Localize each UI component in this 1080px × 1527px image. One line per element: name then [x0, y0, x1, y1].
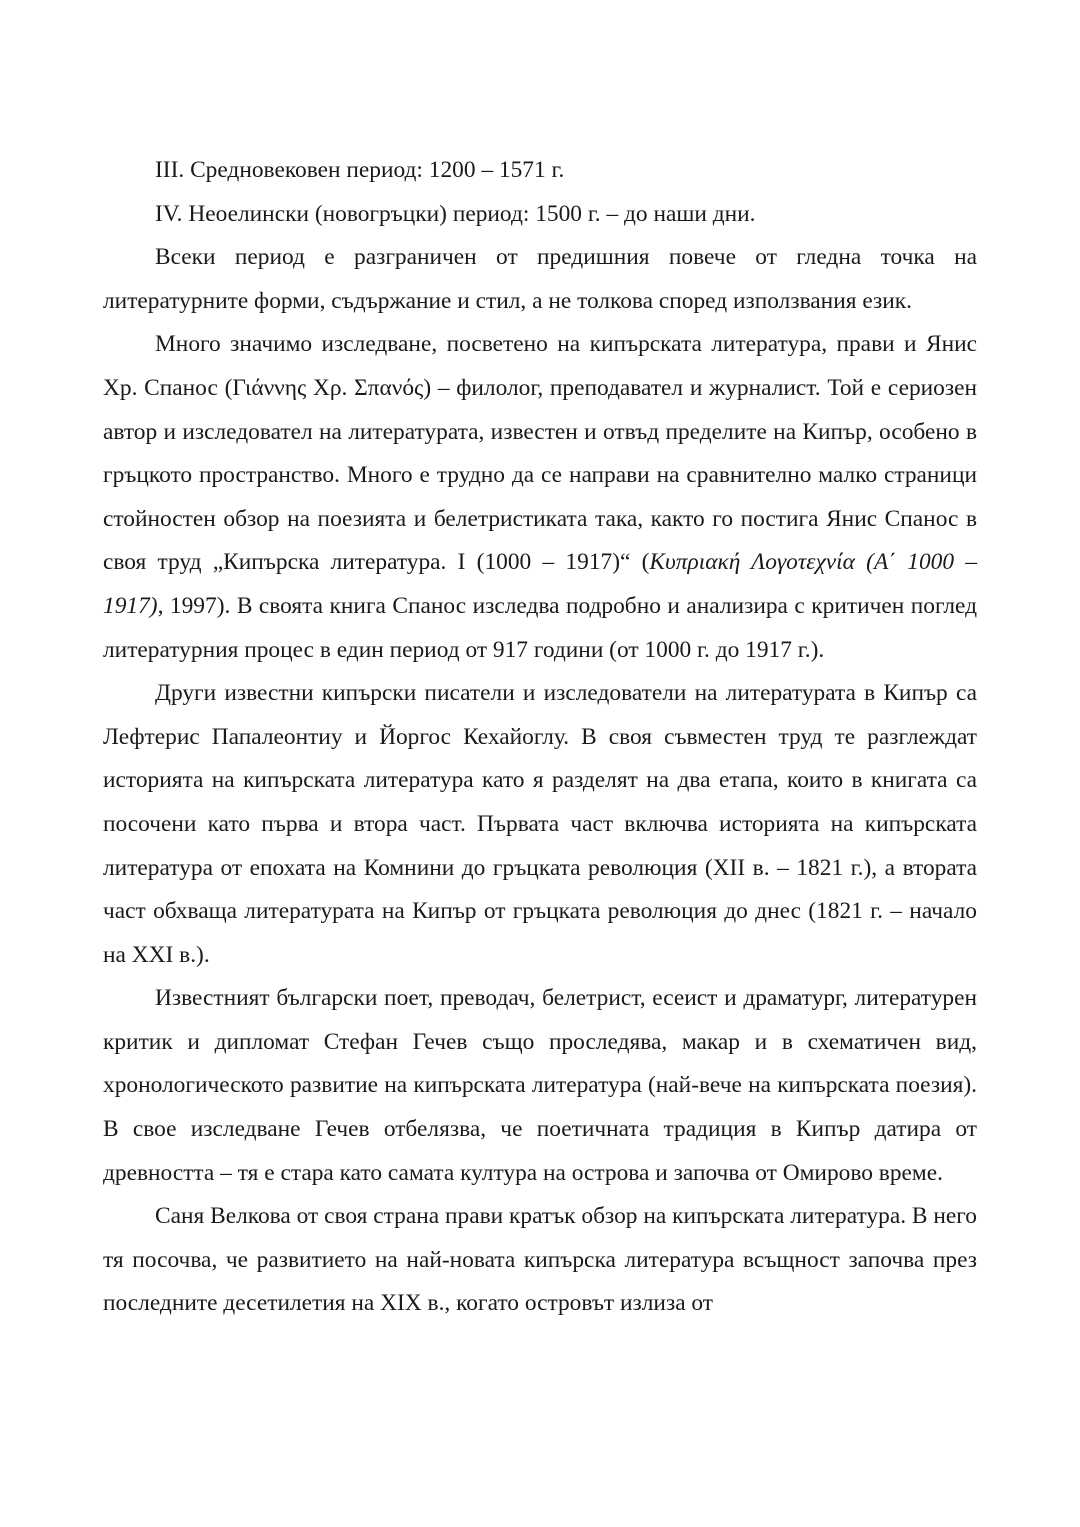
paragraph-spanos	[103, 323, 977, 672]
paragraph-spanos-text: Много значимо изследване, посветено на кипърската литература, прави и Янис Хр. Спанос (Γιάννης Χρ. Σπανός) – филолог, преподавател и журналист. Той е сериозен автор и изследовател на литературата, известен и отвъд пределите на Кипър, особено в гръцкото пространство. Много е трудно да се направи на сравнително малко страници стойностен обзор на поезията и белетристиката така, както го постига Янис Спанос в своя труд „Кипърска литература. I (1000 – 1917)“ (	[103, 331, 977, 576]
period-heading-iii: III. Средновековен период: 1200 – 1571 г.	[155, 157, 565, 183]
document-body	[103, 149, 977, 1326]
paragraph-periods-distinction: Всеки период е разграничен от предишния повече от гледна точка на литературните форми, съдържание и стил, а не толкова според използвания език.	[103, 244, 977, 314]
paragraph-spanos-title-greek: Κυπριακή Λογοτεχνία (Α΄ 1000 – 1917)	[103, 549, 977, 619]
paragraph-gechev: Известният български поет, преводач, белетрист, есеист и драматург, литературен критик и дипломат Стефан Гечев също проследява, макар и в схематичен вид, хронологическото развитие на кипърската литература (най-вече на кипърската поезия). В свое изследване Гечев отбелязва, че поетичната традиция в Кипър датира от древността – тя е стара като самата култура на острова и започва от Омирово време.	[103, 985, 977, 1186]
paragraph-papaleontiou-kehayoglu: Други известни кипърски писатели и изследователи на литературата в Кипър са Лефтерис Папалеонтиу и Йоргос Кехайоглу. В своя съвместен труд те разглеждат историята на кипърската литература като я разделят на два етапа, които в книгата са посочени като първа и втора част. Първата част включва историята на кипърската литература от епохата на Комнини до гръцката революция (XII в. – 1821 г.), а втората част обхваща литературата на Кипър от гръцката революция до днес (1821 г. – начало на XXI в.).	[103, 680, 977, 968]
paragraph-spanos-text-end: , 1997). В своята книга Спанос изследва подробно и анализира с критичен поглед литературния процес в един период от 917 години (от 1000 г. до 1917 г.).	[103, 592, 977, 663]
period-heading-iv: IV. Неоелински (новогръцки) период: 1500 г. – до наши дни.	[155, 200, 756, 227]
paragraph-velkova: Саня Велкова от своя страна прави кратък обзор на кипърската литература. В него тя посочва, че развитието на най-новата кипърска литература всъщност започва през последните десетилетия на XIX в., когато островът излиза от	[103, 1203, 977, 1317]
